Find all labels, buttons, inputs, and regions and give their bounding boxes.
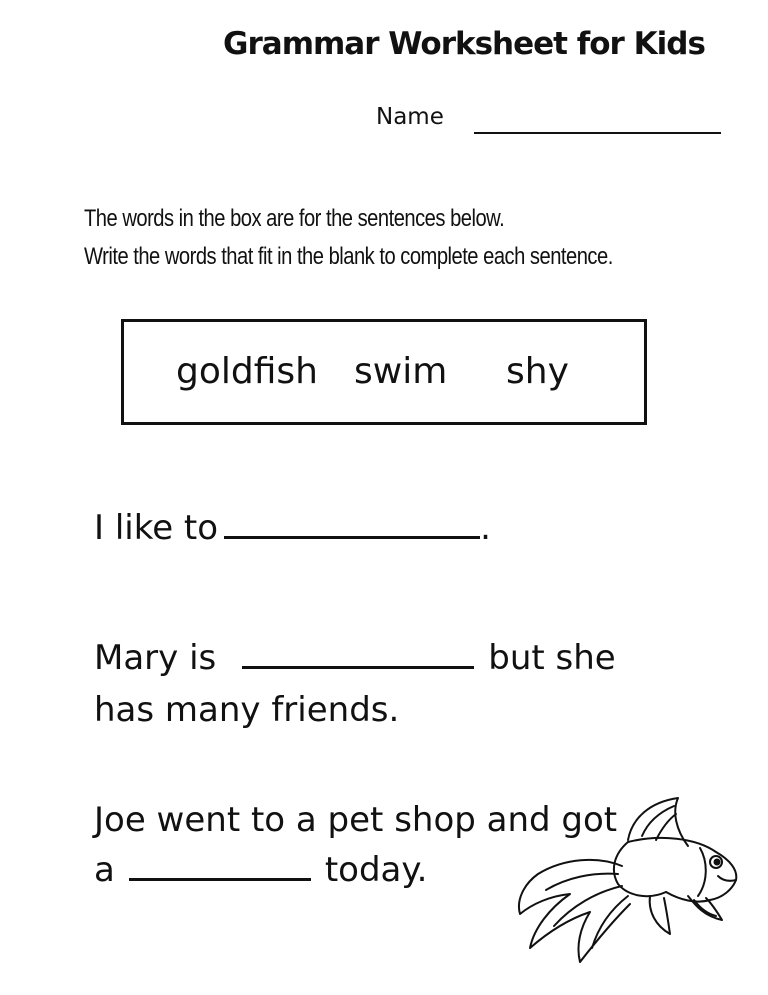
goldfish-icon — [510, 796, 746, 966]
word-bank-goldfish: goldfish — [176, 351, 318, 392]
sentence-2-line-1 — [94, 638, 616, 678]
sentence-2-blank[interactable] — [242, 665, 474, 669]
sentence-3-blank[interactable] — [129, 877, 311, 881]
word-bank-box — [121, 319, 647, 425]
name-label: Name — [376, 104, 444, 130]
worksheet-title: Grammar Worksheet for Kids — [223, 26, 705, 62]
sentence-2-mid: but she — [488, 638, 616, 678]
instructions — [84, 200, 613, 276]
instruction-line-1: The words in the box are for the sentences below. — [84, 205, 505, 232]
sentence-3-end: today. — [324, 850, 428, 890]
sentence-1 — [94, 508, 491, 548]
sentence-1-end: . — [480, 508, 491, 548]
sentence-3-line-2 — [94, 850, 427, 890]
sentence-1-start: I like to — [94, 508, 219, 548]
instruction-line-2: Write the words that fit in the blank to complete each sentence. — [84, 243, 613, 270]
sentence-3-start: a — [94, 850, 115, 890]
word-bank-swim: swim — [354, 351, 448, 392]
name-blank-line — [474, 132, 721, 134]
sentence-2-line-2: has many friends. — [94, 690, 400, 730]
sentence-2-start: Mary is — [94, 638, 217, 678]
sentence-3-line-1: Joe went to a pet shop and got — [94, 800, 618, 840]
word-bank-shy: shy — [506, 351, 569, 392]
sentence-1-blank[interactable] — [224, 535, 480, 539]
goldfish-body — [628, 838, 736, 902]
